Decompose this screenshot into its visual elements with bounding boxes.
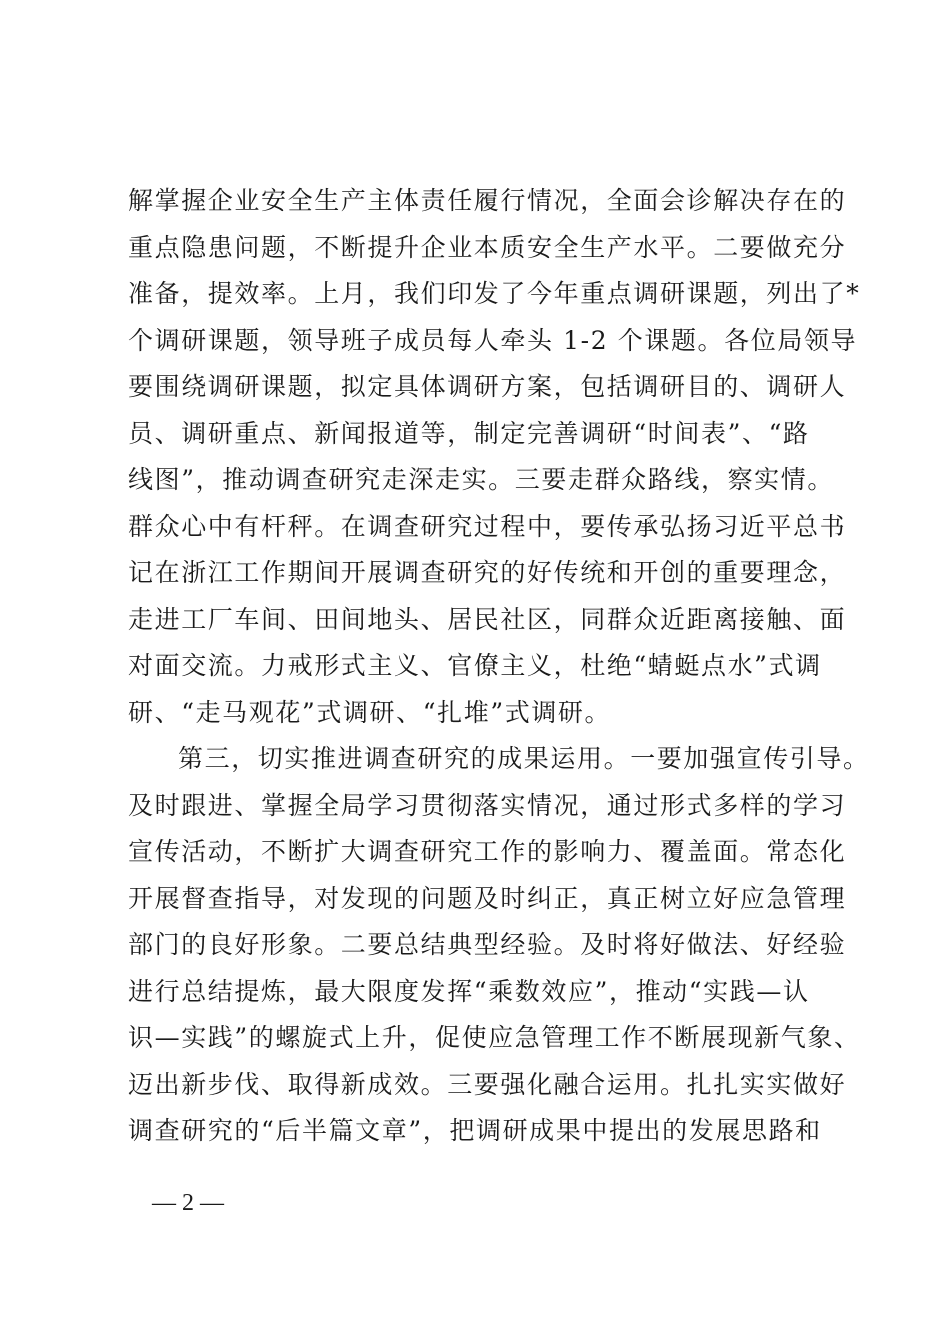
text-line: 个调研课题，领导班子成员每人牵头 1-2 个课题。各位局领导 [128, 325, 858, 355]
text-line: 调查研究的“后半篇文章”，把调研成果中提出的发展思路和 [128, 1116, 822, 1145]
text-line: 准备，提效率。上月，我们印发了今年重点调研课题，列出了* [128, 279, 861, 308]
page-number: — 2 — [152, 1190, 224, 1216]
paragraph-start-line: 第三，切实推进调查研究的成果运用。一要加强宣传引导。 [178, 744, 870, 773]
text-line: 群众心中有杆秤。在调查研究过程中，要传承弘扬习近平总书 [128, 511, 847, 541]
text-line: 线图”，推动调查研究走深走实。三要走群众路线，察实情。 [128, 465, 834, 494]
text-line: 宣传活动，不断扩大调查研究工作的影响力、覆盖面。常态化 [128, 837, 847, 866]
text-line: 重点隐患问题，不断提升企业本质安全生产水平。二要做充分 [128, 232, 847, 262]
text-line: 走进工厂车间、田间地头、居民社区，同群众近距离接触、面 [128, 604, 847, 634]
text-line: 研、“走马观花”式调研、“扎堆”式调研。 [128, 697, 612, 727]
body-text [128, 178, 870, 1155]
text-line: 进行总结提炼，最大限度发挥“乘数效应”，推动“实践—认 [128, 976, 810, 1006]
text-line: 开展督查指导，对发现的问题及时纠正，真正树立好应急管理 [128, 883, 847, 913]
text-line: 迈出新步伐、取得新成效。三要强化融合运用。扎扎实实做好 [128, 1069, 847, 1099]
text-line: 记在浙江工作期间开展调查研究的好传统和开创的重要理念， [128, 558, 847, 587]
text-line: 识—实践”的螺旋式上升，促使应急管理工作不断展现新气象、 [128, 1023, 861, 1052]
text-line: 解掌握企业安全生产主体责任履行情况，全面会诊解决存在的 [128, 186, 847, 215]
text-line: 要围绕调研课题，拟定具体调研方案，包括调研目的、调研人 [128, 372, 847, 401]
text-line: 部门的良好形象。二要总结典型经验。及时将好做法、好经验 [128, 930, 847, 959]
text-line: 及时跟进、掌握全局学习贯彻落实情况，通过形式多样的学习 [128, 790, 847, 820]
text-line: 员、调研重点、新闻报道等，制定完善调研“时间表”、“路 [128, 418, 810, 448]
text-line: 对面交流。力戒形式主义、官僚主义，杜绝“蜻蜓点水”式调 [128, 651, 822, 680]
